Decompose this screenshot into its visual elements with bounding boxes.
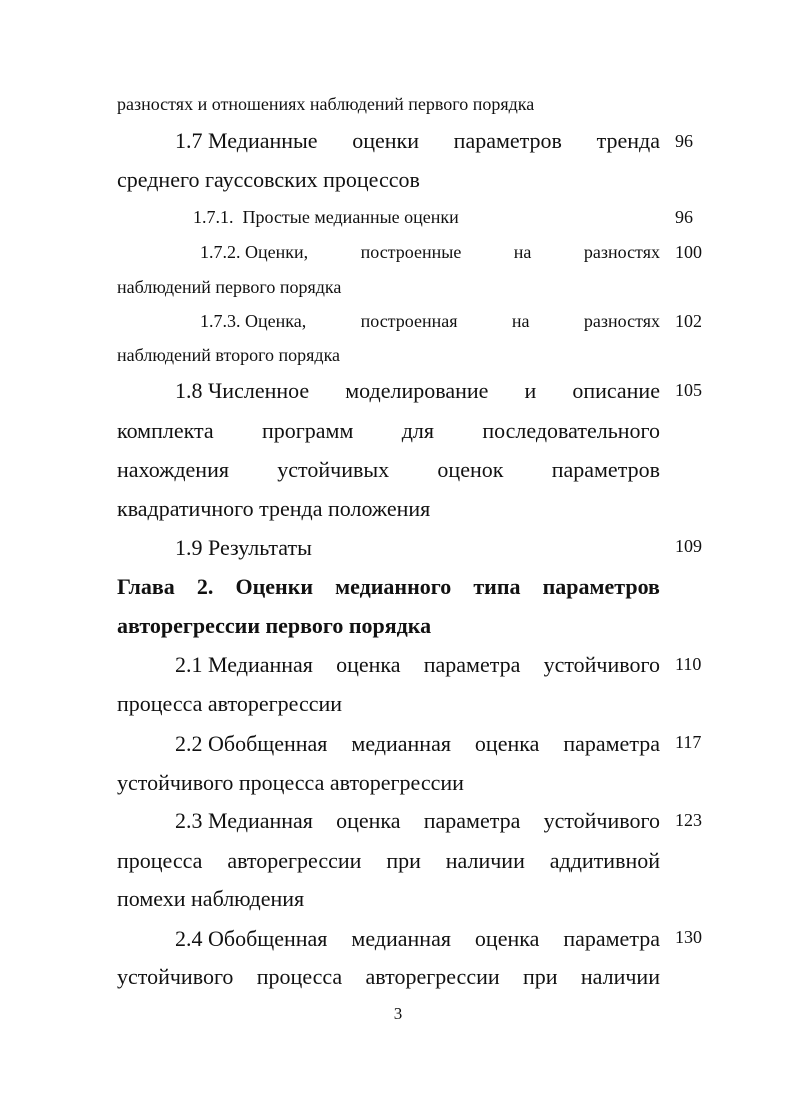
- toc-entry-1-7-line-2: среднего гауссовских процессов: [117, 167, 420, 192]
- toc-entry-2-1-line-2: процесса авторегрессии: [117, 691, 343, 716]
- toc-entry-2-1-line-1: 2.1 Медианная оценка параметра устойчивого: [175, 652, 660, 677]
- toc-entry-1-8-line-2: комплекта программ для последовательного: [117, 418, 660, 443]
- toc-page-2-1: 110: [675, 654, 702, 674]
- page-number: 3: [393, 1004, 403, 1023]
- toc-entry-1-8-line-4: квадратичного тренда положения: [117, 496, 431, 521]
- toc-entry-2-4-line-1: 2.4 Обобщенная медианная оценка параметра: [175, 926, 660, 951]
- toc-page-2-3: 123: [675, 810, 702, 830]
- toc-entry-1-7-2-line-2: наблюдений первого порядка: [117, 277, 342, 297]
- toc-entry-1-8-line-1: 1.8 Численное моделирование и описание: [175, 378, 660, 403]
- toc-entry-1-7-2-line-1: 1.7.2. Оценки, построенные на разностях: [200, 242, 660, 262]
- toc-entry-2-3-line-3: помехи наблюдения: [117, 886, 305, 911]
- toc-entry-2-2-line-2: устойчивого процесса авторегрессии: [117, 770, 464, 795]
- toc-entry-2-3-line-1: 2.3 Медианная оценка параметра устойчивого: [175, 808, 660, 833]
- toc-entry-1-7-3-line-1: 1.7.3. Оценка, построенная на разностях: [200, 311, 660, 331]
- toc-entry-1-6-continuation: разностях и отношениях наблюдений первого порядка: [117, 94, 535, 114]
- toc-page-2-2: 117: [675, 732, 702, 752]
- chapter-2-heading-line-2: авторегрессии первого порядка: [117, 613, 432, 638]
- toc-entry-2-2-line-1: 2.2 Обобщенная медианная оценка параметра: [175, 731, 660, 756]
- toc-page-1-8: 105: [675, 380, 702, 400]
- toc-page-1-7-3: 102: [675, 311, 702, 331]
- toc-page-2-4: 130: [675, 927, 702, 947]
- toc-page-1-9: 109: [675, 536, 702, 556]
- toc-entry-1-7-3-line-2: наблюдений второго порядка: [117, 345, 341, 365]
- chapter-2-heading-line-1: Глава 2. Оценки медианного типа параметров: [117, 574, 660, 599]
- toc-entry-2-4-line-2: устойчивого процесса авторегрессии при наличии: [117, 964, 660, 989]
- toc-entry-1-7-line-1: 1.7 Медианные оценки параметров тренда: [175, 128, 660, 153]
- toc-page-1-7-2: 100: [675, 242, 702, 262]
- toc-page-1-7: 96: [675, 131, 693, 151]
- toc-entry-1-9: 1.9 Результаты: [175, 535, 312, 560]
- toc-entry-1-7-1: 1.7.1. Простые медианные оценки: [193, 207, 459, 227]
- toc-entry-2-3-line-2: процесса авторегрессии при наличии аддитивной: [117, 848, 660, 873]
- toc-entry-1-8-line-3: нахождения устойчивых оценок параметров: [117, 457, 660, 482]
- toc-page-1-7-1: 96: [675, 207, 693, 227]
